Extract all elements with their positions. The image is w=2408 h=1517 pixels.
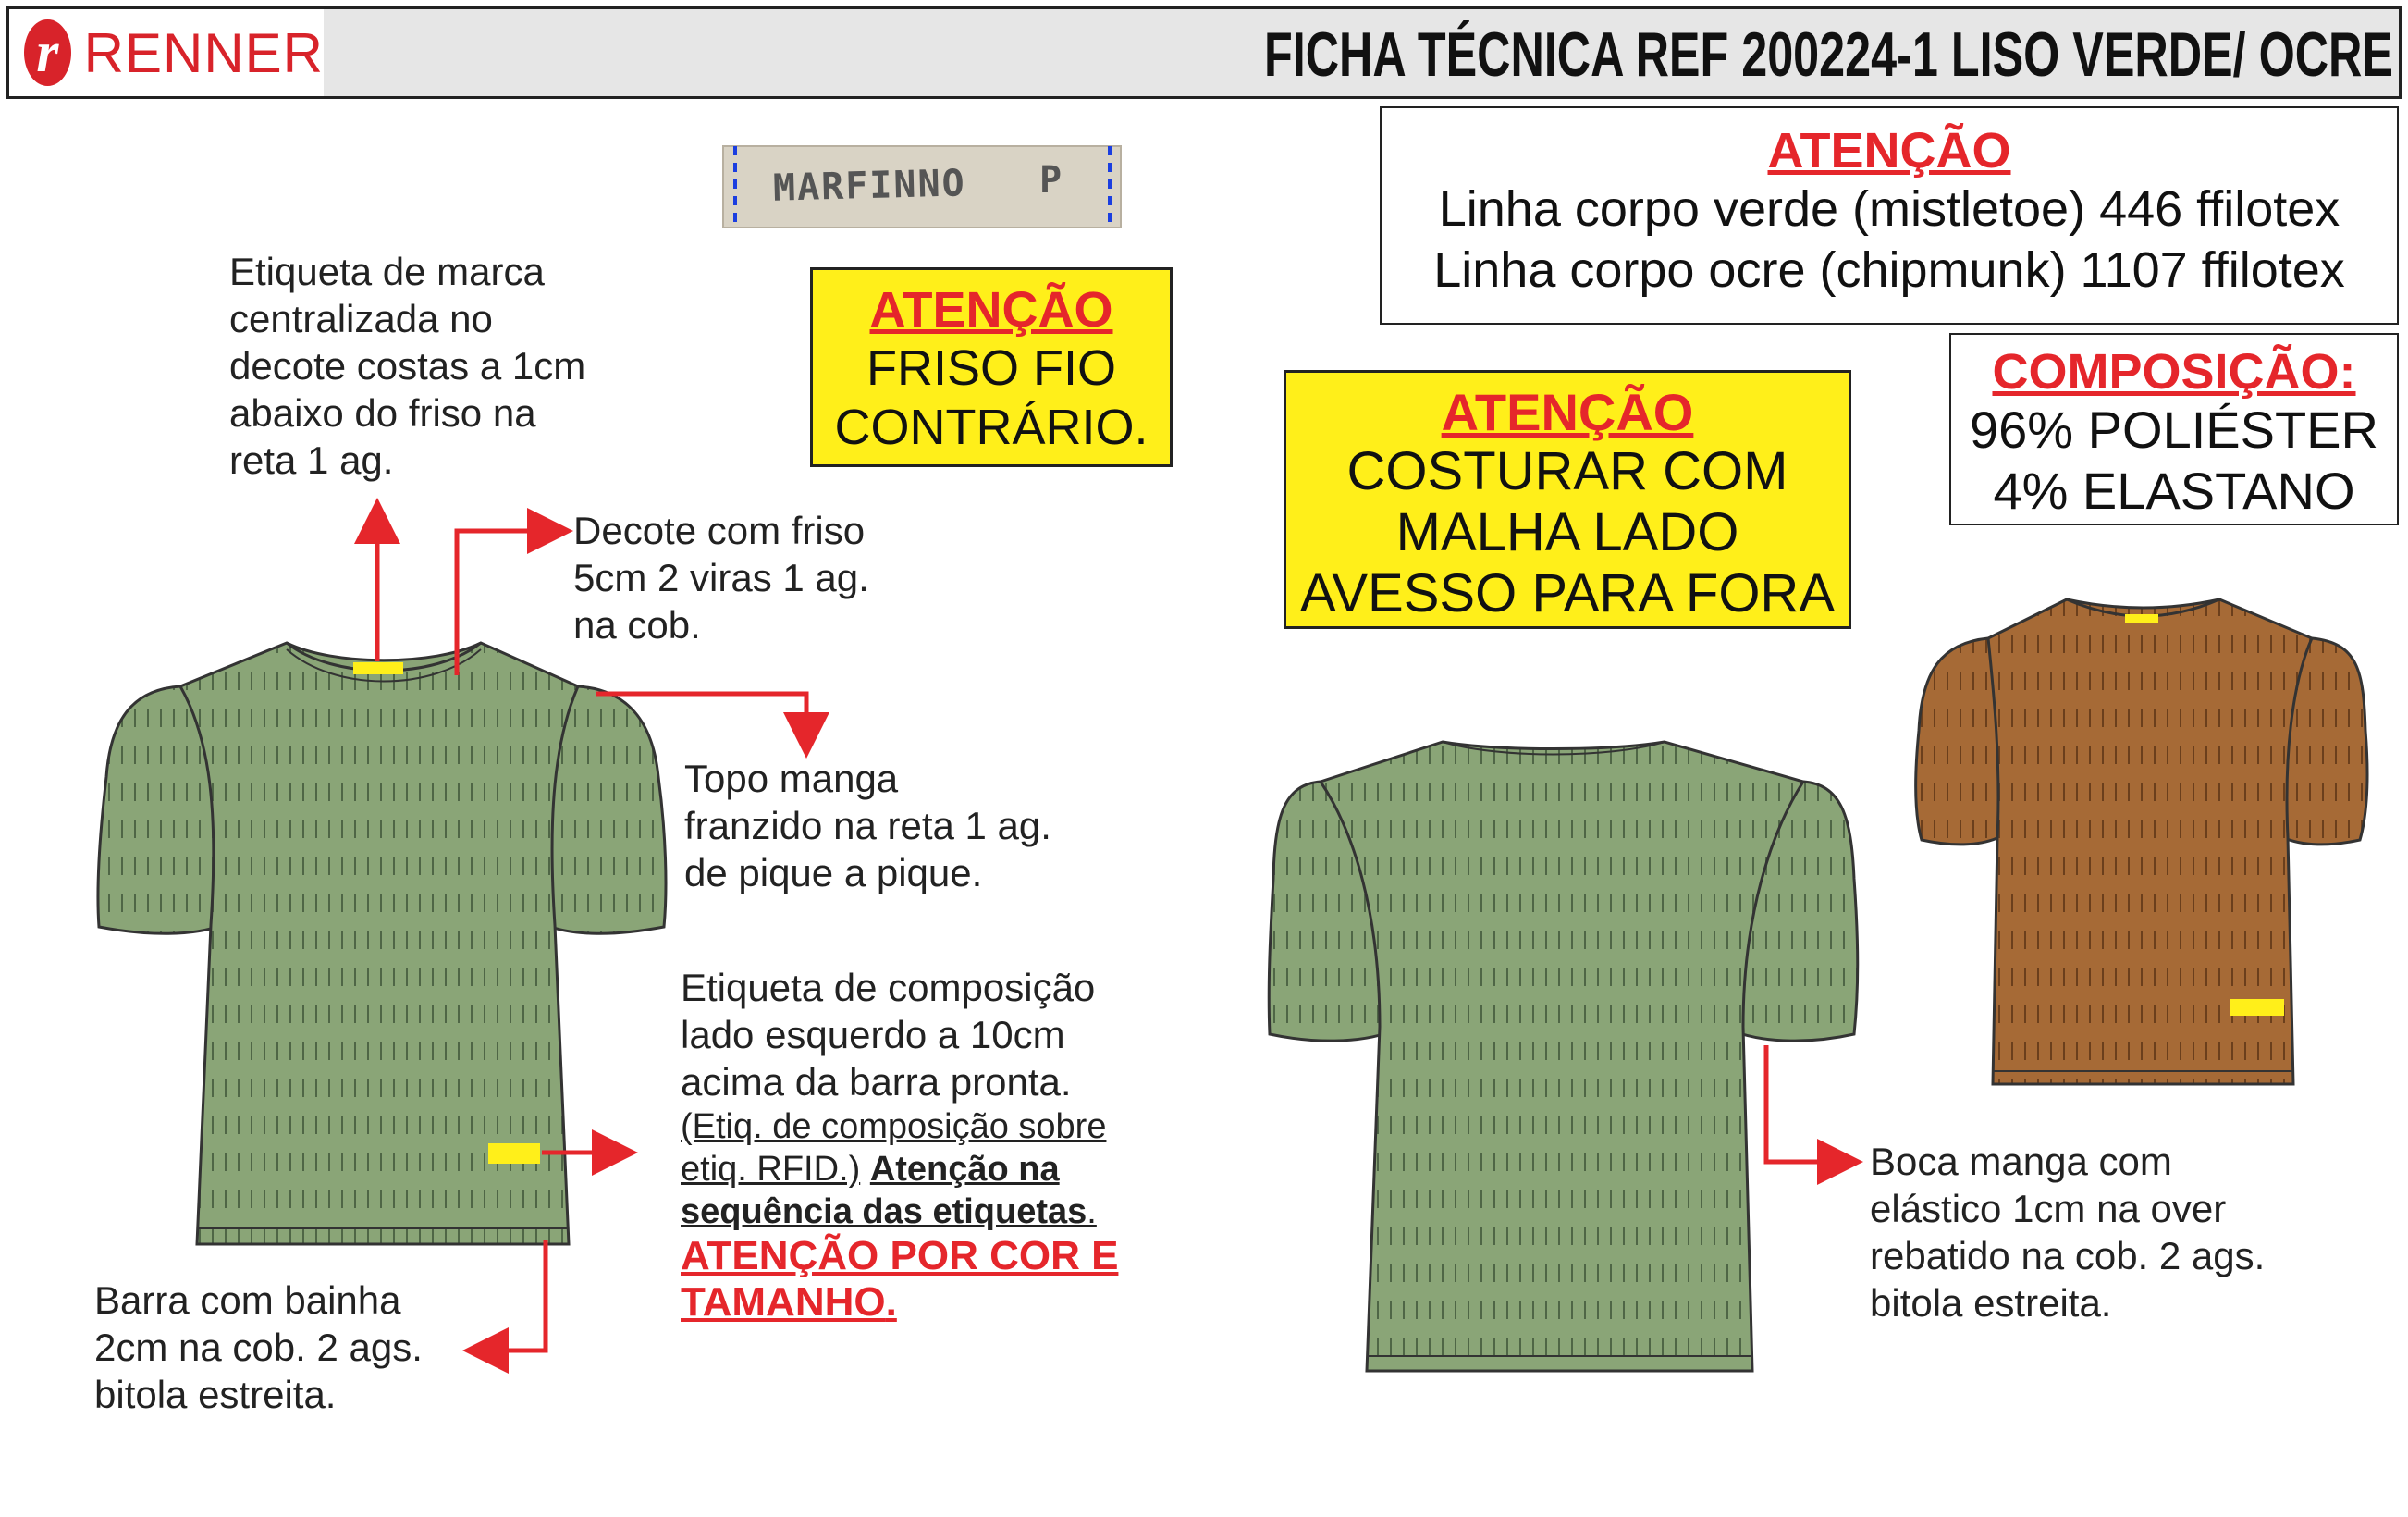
page-title: FICHA TÉCNICA REF 200224-1 LISO VERDE/ OCRE <box>1264 19 2393 90</box>
back-view-green <box>1269 742 1858 1371</box>
note-line: etiq. RFID.) <box>681 1150 861 1189</box>
composition-line1: 96% POLIÉSTER <box>1970 401 2378 459</box>
attention-sew-line1: COSTURAR COM <box>1346 441 1788 501</box>
note-line: Topo manga <box>684 757 899 800</box>
note-warning-line: . <box>885 1279 897 1325</box>
note-line: na cob. <box>573 603 701 647</box>
front-view-ochre <box>1916 599 2367 1084</box>
attention-thread-line2: Linha corpo ocre (chipmunk) 1107 ffilotex <box>1433 242 2345 298</box>
note-sleeve-hem <box>1870 1138 2265 1326</box>
note-line: lado esquerdo a 10cm <box>681 1013 1065 1056</box>
composition-box <box>1949 333 2399 525</box>
note-line: abaixo do friso na <box>229 391 536 435</box>
note-line: (Etiq. de composição sobre <box>681 1107 1107 1146</box>
note-neckline <box>573 507 869 648</box>
note-line: sequência das etiquetas <box>681 1192 1087 1231</box>
note-line: rebatido na cob. 2 ags. <box>1870 1234 2266 1277</box>
note-line: . <box>1087 1192 1097 1231</box>
composition-title: COMPOSIÇÃO: <box>1992 344 2356 400</box>
note-line: decote costas a 1cm <box>229 344 586 388</box>
note-brand-label <box>229 248 585 484</box>
attention-friso-box <box>810 267 1173 467</box>
note-line: de pique a pique. <box>684 851 983 894</box>
note-line: Atenção na <box>869 1150 1060 1189</box>
note-warning-line: ATENÇÃO POR COR E <box>681 1233 1119 1278</box>
attention-friso-title: ATENÇÃO <box>869 282 1113 338</box>
attention-sew-box <box>1284 370 1851 629</box>
attention-friso-line1: FRISO FIO <box>866 340 1116 396</box>
note-line: bitola estreita. <box>94 1373 337 1416</box>
brand-name: RENNER <box>83 21 324 84</box>
brand-logo-icon: r <box>24 19 71 86</box>
brand-label-size: P <box>1039 159 1063 202</box>
note-line: Etiqueta de composição <box>681 966 1096 1009</box>
note-sleeve-top <box>684 755 1051 896</box>
note-line: franzido na reta 1 ag. <box>684 804 1051 847</box>
note-line: acima da barra pronta. <box>681 1060 1072 1104</box>
brand-label-text: MARFINNO <box>772 162 967 210</box>
note-line: 5cm 2 viras 1 ag. <box>573 556 869 599</box>
note-line: centralizada no <box>229 297 493 340</box>
note-line: Decote com friso <box>573 509 866 552</box>
attention-thread-title: ATENÇÃO <box>1767 123 2011 179</box>
note-line: Barra com bainha <box>94 1278 401 1322</box>
attention-thread-line1: Linha corpo verde (mistletoe) 446 ffilotex <box>1438 181 2340 237</box>
note-line: bitola estreita. <box>1870 1281 2112 1325</box>
note-line: Boca manga com <box>1870 1140 2172 1183</box>
note-line: elástico 1cm na over <box>1870 1187 2227 1230</box>
attention-sew-line2: MALHA LADO <box>1395 502 1739 562</box>
attention-sew-title: ATENÇÃO <box>1441 383 1694 441</box>
note-line: Etiqueta de marca <box>229 250 545 293</box>
note-hem <box>94 1276 423 1418</box>
note-warning-line: TAMANHO <box>681 1279 886 1325</box>
attention-friso-line2: CONTRÁRIO. <box>834 400 1149 455</box>
attention-thread-box <box>1380 106 2399 325</box>
note-line: 2cm na cob. 2 ags. <box>94 1326 423 1369</box>
note-line: reta 1 ag. <box>229 438 394 482</box>
composition-line2: 4% ELASTANO <box>1993 462 2355 520</box>
attention-sew-line3: AVESSO PARA FORA <box>1299 563 1836 623</box>
note-composition-label <box>681 964 1118 1326</box>
